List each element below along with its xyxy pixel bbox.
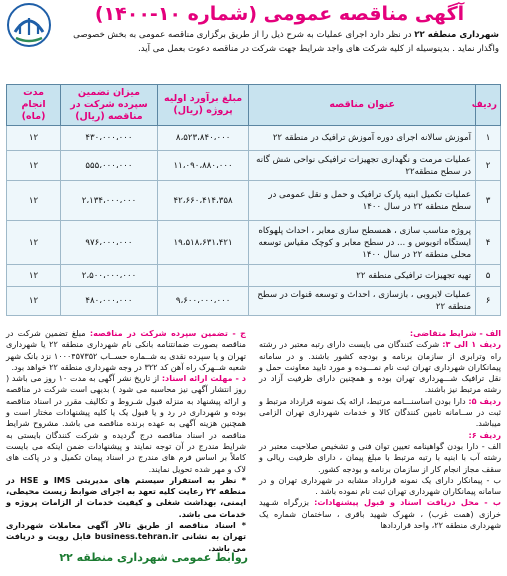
row-duration: ۱۲ — [7, 151, 61, 181]
row-deposit: ۲،۱۳۴،۰۰۰،۰۰۰ — [61, 181, 158, 221]
col-header-title: عنوان مناقصه — [249, 85, 476, 126]
row-number: ۶ — [476, 287, 501, 316]
section-d-text: از تاریخ نشر آگهی به مدت ۱۰ روز می باشد ( روز انتشار آگهی نیز محاسبه می شود ) بدیهی است شرکت در مناقصه و ارائه پیشنهاد به منزله قبول شـروط و تکالیف مقرر در اسناد مناقصه بوده و شهرداری در رد و یا قبول یک یا کلیه پیشنهادات مختار است و همچنین هزینه آگهی به عهده برنده مناقصه می باشد. مشروح شرایط مناقصه در اسناد مناقصه درج گردیده و شرکت کنندگان بایستی به شرایط مندرج در آن توجه نمایند و پیشنهادات ضمن اینکه می بایست کاملاً بر اساس فرم های مندرج در اسناد پیمان تکمیل و در پاکت های لاک و مهر شده تحویل نمایند. — [6, 373, 246, 474]
condition-row-6-label: ردیف ۶: — [468, 429, 501, 440]
row-duration: ۱۲ — [7, 265, 61, 287]
row-duration: ۱۲ — [7, 126, 61, 151]
tender-table — [6, 84, 501, 316]
col-header-duration: مدت انجام (ماه) — [7, 85, 61, 126]
row-number: ۵ — [476, 265, 501, 287]
row-number: ۱ — [476, 126, 501, 151]
table-row — [7, 221, 501, 265]
condition-label: ردیف ۵: — [468, 395, 501, 406]
row-number: ۳ — [476, 181, 501, 221]
row-estimate: ۹،۶۰۰،۰۰۰،۰۰۰ — [157, 287, 249, 316]
condition-label: ردیف ۱ الی ۳: — [442, 339, 501, 350]
notice-title: آگهی مناقصه عمومی (شماره ۱۰-۱۴۰۰) — [94, 3, 465, 25]
row-title: عملیات مرمت و نگهداری تجهیزات ترافیکی نواحی شش گانه در سطح منطقه۲۲ — [249, 151, 476, 181]
section-f-text: * اسناد مناقصه از طریق تالار آگهی معاملات شهرداری تهران به نشانی business.tehran.ir قابل رویت و دریافت می باشد. — [6, 520, 247, 553]
table-row — [7, 287, 501, 316]
table-row — [7, 181, 501, 221]
section-e-text: * نظر به استقرار سیستم های مدیریتی IMS و HSE در منطقه ۲۲ رعایت کلیه تعهد به اجرای ضوابط زیست محیطی، ایمنی، بهداشت شغلی و کیفیت خدمات از الزامات پروژه و خدمات می باشد. — [6, 474, 246, 519]
col-header-number: ردیف — [476, 85, 501, 126]
row-deposit: ۹۷۶،۰۰۰،۰۰۰ — [61, 221, 158, 265]
condition-row-6-be: ب - پیمانکار دارای یک نمونه قرارداد مشابه در شهرداری تهران و در سامانه پیمانکاران شهرداری تهران ثبت نام نموده باشد . — [259, 474, 501, 497]
row-duration: ۱۲ — [7, 287, 61, 316]
section-c-text: مبلغ تضمین شرکت در مناقصه بصورت ضمانتنامه بانکی نام شهرداری منطقه ۲۲ یا شهرداری تهران و یا سپرده نقدی به شــماره حســاب ۱۰۰۰۴۵۷۳۵۲ نزد بانک شهر شعبه شــهرک راه آهن کد ۳۲۲ در وجه شهرداری منطقه ۲۲ خواهد بود. — [6, 328, 246, 372]
row-deposit: ۲،۵۰۰،۰۰۰،۰۰۰ — [61, 265, 158, 287]
row-duration: ۱۲ — [7, 221, 61, 265]
condition-text: دارا بودن اساسنـــامه مرتبط، ارائه یک نمونه قرارداد مرتبط و ثبت در ســامانه تامین کنندگان کالا و خدمات شهرداری تهران الزامی میباشد. — [259, 395, 501, 429]
col-header-deposit: میزان تضمین سپرده شرکت در مناقصه (ریال) — [61, 85, 158, 126]
row-number: ۴ — [476, 221, 501, 265]
tehran-municipality-logo-icon — [6, 2, 52, 48]
row-deposit: ۵۵۵،۰۰۰،۰۰۰ — [61, 151, 158, 181]
table-row — [7, 265, 501, 287]
row-estimate: ۴۲،۶۶۰،۴۱۴،۳۵۸ — [157, 181, 249, 221]
row-estimate: ۱۹،۵۱۸،۶۳۱،۴۲۱ — [157, 221, 249, 265]
condition-text: شرکت کنندگان می بایست دارای رتبه معتبر در رشته راه وترابری از سازمان برنامه و بودجه کشور باشند. و در سامانه پیمانکاران شهرداری تهران ثبت نام نمـــوده و مورد تایید معاونت حمل و نقل ترافیک شـــهرداری تهران بوده و همچنین دارای ظرفیت آزاد در رشته مرتبط نیز باشند. — [259, 339, 501, 395]
notice-intro — [56, 28, 499, 56]
public-relations-signature: روابط عمومی شهرداری منطقه ۲۲ — [59, 551, 248, 564]
row-duration: ۱۲ — [7, 181, 61, 221]
row-title: تهیه تجهیزات ترافیکی منطقه ۲۲ — [249, 265, 476, 287]
table-row — [7, 151, 501, 181]
col-header-estimate: مبلغ برآورد اولیه پروژه (ریال) — [157, 85, 249, 126]
section-c-title: ج - تضمین سپرده شرکت در مناقصه: — [89, 328, 247, 338]
row-number: ۲ — [476, 151, 501, 181]
condition-row-5 — [259, 396, 501, 430]
section-d — [6, 373, 246, 475]
row-estimate: ۱۱،۰۹۰،۸۸۰،۰۰۰ — [157, 151, 249, 181]
table-header-row — [7, 85, 501, 126]
conditions-left-column — [6, 328, 247, 553]
section-b — [259, 497, 501, 531]
section-c — [6, 328, 246, 373]
row-title: عملیات لایروبی ، بازسازی ، احداث و توسعه قنوات در سطح منطقه ۲۲ — [249, 287, 476, 316]
row-deposit: ۴۳۰،۰۰۰،۰۰۰ — [61, 126, 158, 151]
section-d-title: د - مهلت ارائه اسناد: — [161, 373, 246, 384]
intro-text: در نظر دارد اجرای عملیات به شرح ذیل را از طریق برگزاری مناقصه عمومی به بخش خصوصی واگذار نماید . بدینوسیله از کلیه شرکت های واجد شرایط جهت شرکت در مناقصه دعوت بعمل می آید. — [73, 30, 499, 54]
table-row — [7, 126, 501, 151]
issuer-name: شهرداری منطقه ۲۲ — [414, 30, 499, 40]
section-a-title: الف - شرایط متقاضی: — [409, 328, 501, 338]
condition-rows-1-3 — [259, 339, 501, 395]
conditions-right-column — [259, 328, 501, 542]
row-title: عملیات تکمیل ابنیه پارک ترافیک و حمل و نقل عمومی در سطح منطقه ۲۲ در سال ۱۴۰۰ — [249, 181, 476, 221]
row-deposit: ۴۸۰،۰۰۰،۰۰۰ — [61, 287, 158, 316]
row-estimate: ۸،۵۲۳،۸۴۰،۰۰۰ — [157, 126, 249, 151]
row-estimate — [157, 265, 249, 287]
section-b-text: بزرگراه شـهید خرازی (همت غرب) ، شهرک شهید باقری ، ساختمان شماره یک شهرداری منطقه ۲۲، واحد قراردادها — [259, 497, 501, 531]
condition-row-6-alef: الف - دارا بودن گواهینامه تعیین توان فنی و تشخیص صلاحیت معتبر در رشته آب با ابنیه با رتبه مرتبط با مبلغ پیمان ، دارای ظرفیت ریالی و سقف مجاز انجام کار از سازمان برنامه و بودجه کشور. — [259, 440, 501, 474]
section-b-title: ب - محل دریافت اسناد و قبول پیشنهادات: — [314, 497, 501, 508]
row-title: آموزش سالانه اجرای دوره آموزش ترافیک در منطقه ۲۲ — [249, 126, 476, 151]
row-title: پروژه مناسب سازی ، همسطح سازی معابر ، احداث پلهوکاه ایستگاه اتوبوس و ... در سطح معابر و کوچک مقیاس توسعه محلی منطقه ۲۲ در سال ۱۴۰۰ — [249, 221, 476, 265]
